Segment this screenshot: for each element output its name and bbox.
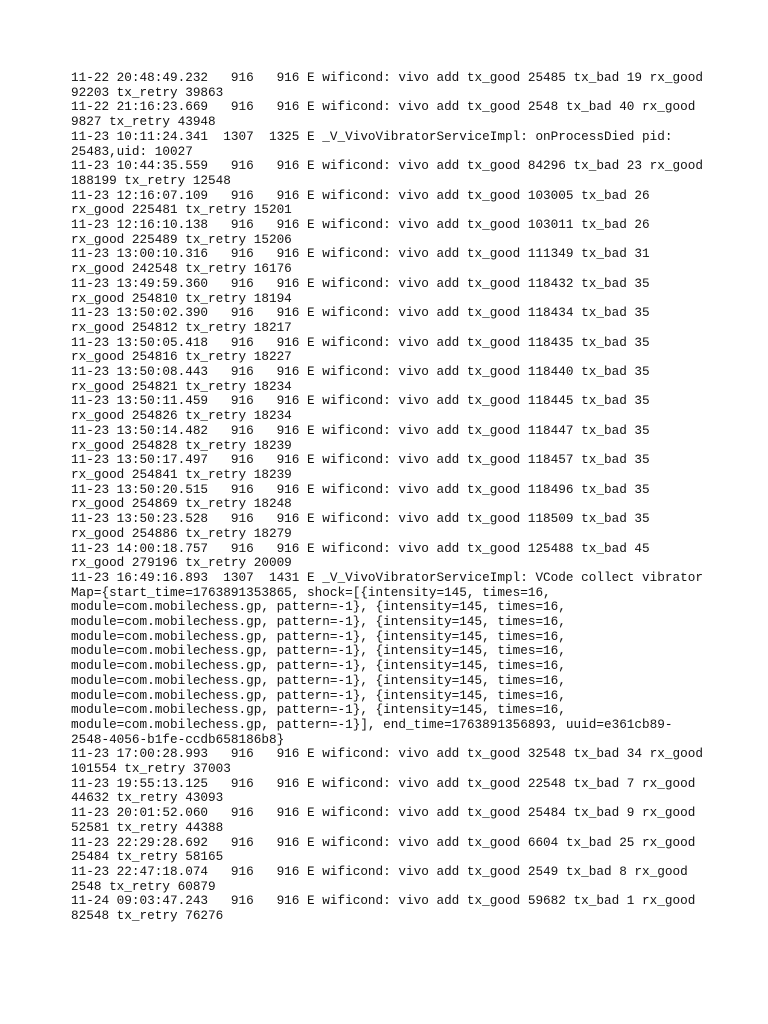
log-line: module=com.mobilechess.gp, pattern=-1}, {intensity=145, times=16,	[71, 672, 566, 688]
log-line: rx_good 225481 tx_retry 15201	[71, 202, 292, 218]
log-line: rx_good 254821 tx_retry 18234	[71, 378, 292, 394]
log-line: 11-23 13:50:08.443 916 916 E wificond: vivo add tx_good 118440 tx_bad 35	[71, 364, 650, 380]
log-line: 11-23 20:01:52.060 916 916 E wificond: vivo add tx_good 25484 tx_bad 9 rx_good	[71, 805, 696, 821]
log-line: rx_good 254841 tx_retry 18239	[71, 466, 292, 482]
log-line: rx_good 254810 tx_retry 18194	[71, 290, 292, 306]
log-line: 52581 tx_retry 44388	[71, 819, 224, 835]
log-line: Map={start_time=1763891353865, shock=[{intensity=145, times=16,	[71, 584, 551, 600]
log-line: 11-23 19:55:13.125 916 916 E wificond: vivo add tx_good 22548 tx_bad 7 rx_good	[71, 775, 696, 791]
log-line: 11-23 14:00:18.757 916 916 E wificond: vivo add tx_good 125488 tx_bad 45	[71, 540, 650, 556]
log-line: 11-23 22:29:28.692 916 916 E wificond: vivo add tx_good 6604 tx_bad 25 rx_good	[71, 834, 696, 850]
log-line: rx_good 254869 tx_retry 18248	[71, 496, 292, 512]
log-line: 11-23 13:50:05.418 916 916 E wificond: vivo add tx_good 118435 tx_bad 35	[71, 334, 650, 350]
log-line: 44632 tx_retry 43093	[71, 790, 224, 806]
log-line: 11-23 13:49:59.360 916 916 E wificond: vivo add tx_good 118432 tx_bad 35	[71, 275, 650, 291]
log-line: module=com.mobilechess.gp, pattern=-1}, {intensity=145, times=16,	[71, 702, 566, 718]
log-line: rx_good 225489 tx_retry 15206	[71, 231, 292, 247]
log-line: module=com.mobilechess.gp, pattern=-1}, {intensity=145, times=16,	[71, 687, 566, 703]
log-line: 82548 tx_retry 76276	[71, 908, 224, 924]
log-line: 92203 tx_retry 39863	[71, 84, 224, 100]
log-line: 101554 tx_retry 37003	[71, 761, 231, 777]
log-line: module=com.mobilechess.gp, pattern=-1}, {intensity=145, times=16,	[71, 643, 566, 659]
log-line: rx_good 254826 tx_retry 18234	[71, 408, 292, 424]
log-line: rx_good 254816 tx_retry 18227	[71, 349, 292, 365]
log-line: 11-23 13:50:11.459 916 916 E wificond: vivo add tx_good 118445 tx_bad 35	[71, 393, 650, 409]
log-line: 188199 tx_retry 12548	[71, 172, 231, 188]
log-line: rx_good 254812 tx_retry 18217	[71, 319, 292, 335]
log-line: 11-23 12:16:07.109 916 916 E wificond: vivo add tx_good 103005 tx_bad 26	[71, 187, 650, 203]
log-line: rx_good 279196 tx_retry 20009	[71, 555, 292, 571]
log-line: 11-23 10:44:35.559 916 916 E wificond: vivo add tx_good 84296 tx_bad 23 rx_good	[71, 158, 703, 174]
log-line: rx_good 254828 tx_retry 18239	[71, 437, 292, 453]
log-line: 2548 tx_retry 60879	[71, 878, 216, 894]
log-line: module=com.mobilechess.gp, pattern=-1}, {intensity=145, times=16,	[71, 658, 566, 674]
log-line: module=com.mobilechess.gp, pattern=-1}], end_time=1763891356893, uuid=e361cb89-	[71, 716, 673, 732]
log-line: 2548-4056-b1fe-ccdb658186b8}	[71, 731, 285, 747]
log-line: 25483,uid: 10027	[71, 143, 193, 159]
log-line: module=com.mobilechess.gp, pattern=-1}, {intensity=145, times=16,	[71, 628, 566, 644]
log-line: 11-23 22:47:18.074 916 916 E wificond: vivo add tx_good 2549 tx_bad 8 rx_good	[71, 863, 688, 879]
log-line: 11-23 13:00:10.316 916 916 E wificond: vivo add tx_good 111349 tx_bad 31	[71, 246, 650, 262]
log-line: 9827 tx_retry 43948	[71, 114, 216, 130]
log-line: 11-23 13:50:17.497 916 916 E wificond: vivo add tx_good 118457 tx_bad 35	[71, 452, 650, 468]
log-line: 25484 tx_retry 58165	[71, 849, 224, 865]
log-line: 11-23 13:50:14.482 916 916 E wificond: vivo add tx_good 118447 tx_bad 35	[71, 422, 650, 438]
log-line: 11-23 10:11:24.341 1307 1325 E _V_VivoVibratorServiceImpl: onProcessDied pid:	[71, 128, 673, 144]
log-line: 11-22 20:48:49.232 916 916 E wificond: vivo add tx_good 25485 tx_bad 19 rx_good	[71, 70, 703, 85]
log-line: 11-23 13:50:23.528 916 916 E wificond: vivo add tx_good 118509 tx_bad 35	[71, 511, 650, 527]
log-line: 11-23 17:00:28.993 916 916 E wificond: vivo add tx_good 32548 tx_bad 34 rx_good	[71, 746, 703, 762]
log-line: rx_good 242548 tx_retry 16176	[71, 261, 292, 277]
log-line: 11-23 13:50:02.390 916 916 E wificond: vivo add tx_good 118434 tx_bad 35	[71, 305, 650, 321]
log-line: module=com.mobilechess.gp, pattern=-1}, {intensity=145, times=16,	[71, 614, 566, 630]
log-line: 11-24 09:03:47.243 916 916 E wificond: vivo add tx_good 59682 tx_bad 1 rx_good	[71, 893, 696, 909]
log-line: module=com.mobilechess.gp, pattern=-1}, {intensity=145, times=16,	[71, 599, 566, 615]
log-line: rx_good 254886 tx_retry 18279	[71, 525, 292, 541]
log-line: 11-23 16:49:16.893 1307 1431 E _V_VivoVibratorServiceImpl: VCode collect vibrator	[71, 569, 703, 585]
log-line: 11-22 21:16:23.669 916 916 E wificond: vivo add tx_good 2548 tx_bad 40 rx_good	[71, 99, 696, 115]
log-line: 11-23 13:50:20.515 916 916 E wificond: vivo add tx_good 118496 tx_bad 35	[71, 481, 650, 497]
log-text-block	[71, 71, 711, 924]
log-line: 11-23 12:16:10.138 916 916 E wificond: vivo add tx_good 103011 tx_bad 26	[71, 217, 650, 233]
